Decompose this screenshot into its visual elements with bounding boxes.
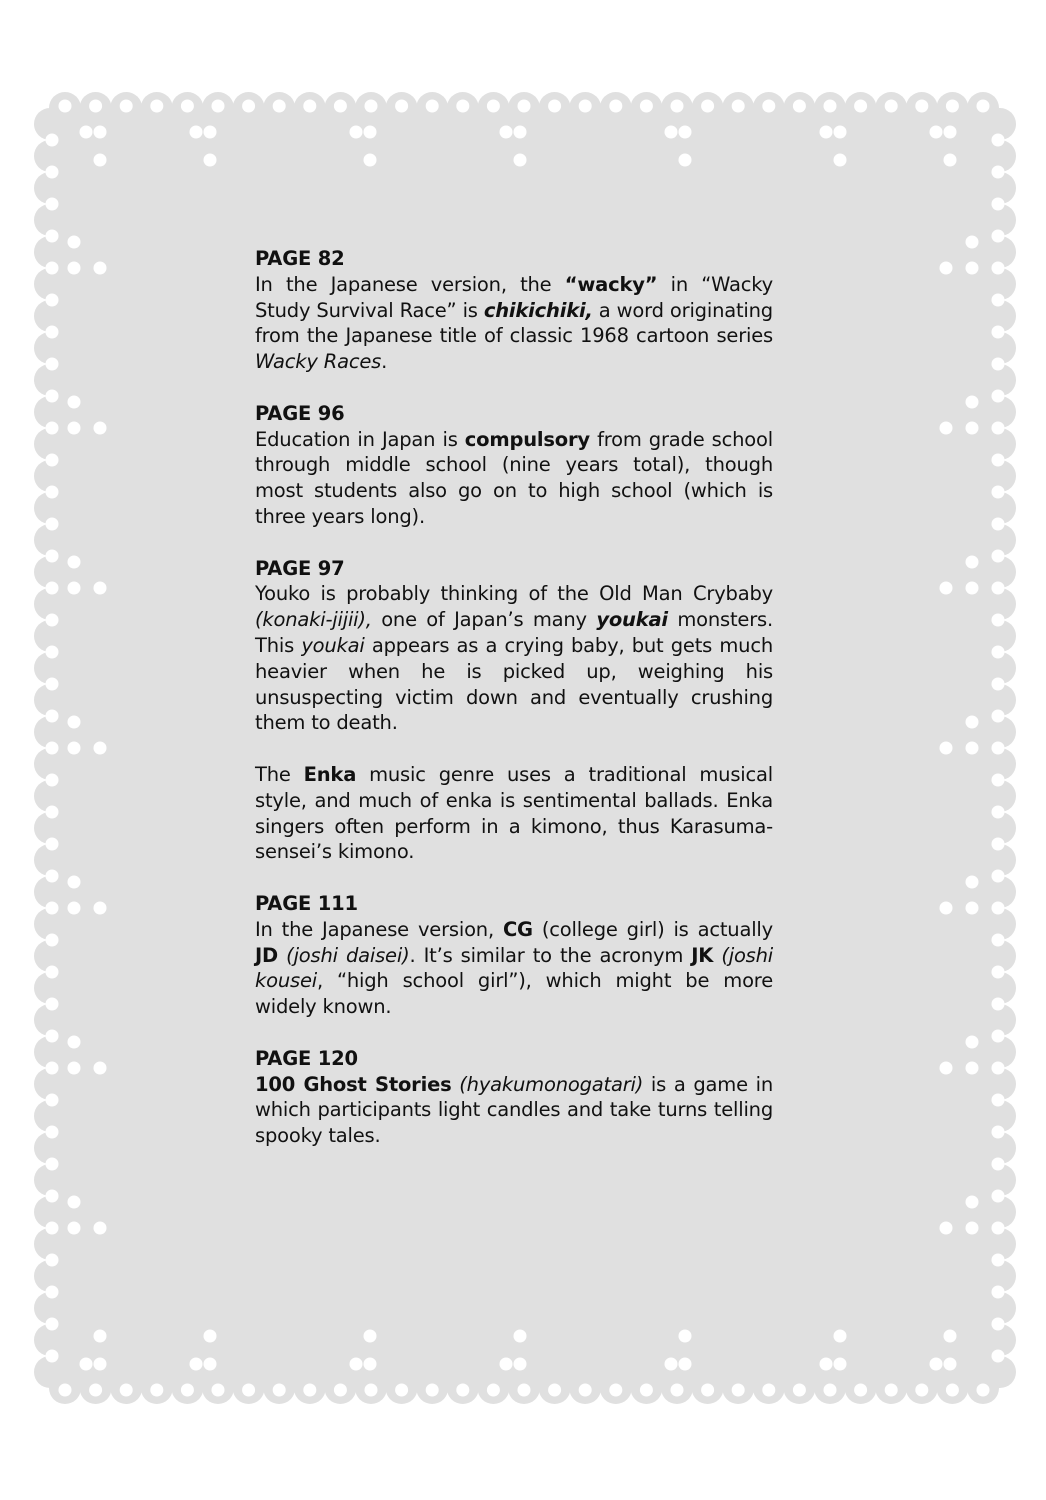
- eyelet-dot: [640, 1384, 653, 1397]
- text-run: . It’s similar to the acronym: [409, 943, 692, 967]
- eyelet-dot: [944, 1358, 957, 1371]
- eyelet-dot: [46, 390, 59, 403]
- eyelet-dot: [579, 1384, 592, 1397]
- eyelet-dot: [94, 126, 107, 139]
- eyelet-dot: [68, 262, 81, 275]
- eyelet-dot: [273, 1384, 286, 1397]
- eyelet-dot: [940, 1222, 953, 1235]
- eyelet-dot: [824, 100, 837, 113]
- eyelet-dot: [46, 1318, 59, 1331]
- eyelet-dot: [190, 1358, 203, 1371]
- eyelet-dot: [46, 294, 59, 307]
- eyelet-dot: [966, 1062, 979, 1075]
- eyelet-dot: [334, 100, 347, 113]
- eyelet-dot: [80, 1358, 93, 1371]
- text-run: Youko is probably thinking of the Old Man Crybaby: [255, 582, 773, 606]
- eyelet-dot: [793, 100, 806, 113]
- eyelet-dot: [854, 100, 867, 113]
- eyelet-dot: [966, 1196, 979, 1209]
- eyelet-dot: [946, 1384, 959, 1397]
- eyelet-dot: [426, 100, 439, 113]
- eyelet-dot: [59, 100, 72, 113]
- eyelet-dot: [940, 422, 953, 435]
- eyelet-dot: [46, 966, 59, 979]
- eyelet-dot: [94, 1222, 107, 1235]
- eyelet-dot: [364, 154, 377, 167]
- text-run: (konaki-jijii),: [255, 608, 372, 632]
- text-run: The: [255, 762, 304, 786]
- eyelet-dot: [679, 1330, 692, 1343]
- eyelet-dot: [977, 1384, 990, 1397]
- eyelet-dot: [46, 806, 59, 819]
- eyelet-dot: [68, 876, 81, 889]
- eyelet-dot: [181, 1384, 194, 1397]
- text-run: one of Japan’s many: [371, 608, 597, 632]
- eyelet-dot: [966, 902, 979, 915]
- eyelet-dot: [992, 550, 1005, 563]
- eyelet-dot: [992, 646, 1005, 659]
- note-page-heading: PAGE 82: [255, 247, 345, 270]
- eyelet-dot: [679, 154, 692, 167]
- eyelet-dot: [242, 1384, 255, 1397]
- eyelet-dot: [46, 934, 59, 947]
- eyelet-dot: [46, 326, 59, 339]
- eyelet-dot: [992, 1318, 1005, 1331]
- eyelet-dot: [212, 100, 225, 113]
- eyelet-dot: [273, 100, 286, 113]
- eyelet-dot: [732, 1384, 745, 1397]
- eyelet-dot: [46, 518, 59, 531]
- eyelet-dot: [46, 134, 59, 147]
- eyelet-dot: [120, 1384, 133, 1397]
- eyelet-dot: [46, 678, 59, 691]
- eyelet-dot: [487, 1384, 500, 1397]
- eyelet-dot: [548, 100, 561, 113]
- eyelet-dot: [94, 1358, 107, 1371]
- eyelet-dot: [944, 154, 957, 167]
- translation-notes: [255, 246, 773, 1175]
- eyelet-dot: [46, 582, 59, 595]
- eyelet-dot: [701, 100, 714, 113]
- eyelet-dot: [915, 1384, 928, 1397]
- eyelet-dot: [150, 1384, 163, 1397]
- eyelet-dot: [46, 1222, 59, 1235]
- eyelet-dot: [930, 1358, 943, 1371]
- eyelet-dot: [992, 390, 1005, 403]
- eyelet-dot: [150, 100, 163, 113]
- eyelet-dot: [834, 1330, 847, 1343]
- note-paragraph: [255, 581, 773, 736]
- eyelet-dot: [94, 262, 107, 275]
- eyelet-dot: [46, 1094, 59, 1107]
- eyelet-dot: [992, 1190, 1005, 1203]
- eyelet-dot: [992, 1254, 1005, 1267]
- eyelet-dot: [820, 126, 833, 139]
- eyelet-dot: [992, 294, 1005, 307]
- note-paragraph: [255, 427, 773, 530]
- note-section: [255, 556, 773, 866]
- eyelet-dot: [992, 1062, 1005, 1075]
- eyelet-dot: [992, 134, 1005, 147]
- eyelet-dot: [966, 876, 979, 889]
- eyelet-dot: [944, 1330, 957, 1343]
- eyelet-dot: [46, 454, 59, 467]
- eyelet-dot: [120, 100, 133, 113]
- text-run: (joshi kousei: [255, 943, 774, 993]
- eyelet-dot: [204, 1358, 217, 1371]
- eyelet-dot: [68, 1036, 81, 1049]
- eyelet-dot: [762, 100, 775, 113]
- eyelet-dot: [46, 1126, 59, 1139]
- eyelet-dot: [992, 198, 1005, 211]
- eyelet-dot: [992, 486, 1005, 499]
- eyelet-dot: [732, 100, 745, 113]
- eyelet-dot: [940, 742, 953, 755]
- eyelet-dot: [350, 1358, 363, 1371]
- eyelet-dot: [992, 454, 1005, 467]
- text-run: Wacky Races: [255, 350, 382, 374]
- eyelet-dot: [966, 716, 979, 729]
- eyelet-dot: [992, 1126, 1005, 1139]
- eyelet-dot: [204, 126, 217, 139]
- eyelet-dot: [46, 646, 59, 659]
- eyelet-dot: [68, 396, 81, 409]
- eyelet-dot: [966, 1036, 979, 1049]
- eyelet-dot: [46, 998, 59, 1011]
- eyelet-dot: [966, 742, 979, 755]
- text-run: a word originating from the Japanese title of classic 1968 cartoon series: [255, 298, 773, 348]
- text-run: Education in Japan is: [255, 427, 465, 451]
- eyelet-dot: [68, 1222, 81, 1235]
- eyelet-dot: [365, 1384, 378, 1397]
- eyelet-dot: [80, 126, 93, 139]
- eyelet-dot: [946, 100, 959, 113]
- eyelet-dot: [334, 1384, 347, 1397]
- eyelet-dot: [834, 1358, 847, 1371]
- eyelet-dot: [671, 100, 684, 113]
- eyelet-dot: [992, 806, 1005, 819]
- eyelet-dot: [46, 1350, 59, 1363]
- note-page-heading: PAGE 120: [255, 1046, 358, 1070]
- eyelet-dot: [518, 1384, 531, 1397]
- eyelet-dot: [68, 422, 81, 435]
- eyelet-dot: [992, 966, 1005, 979]
- text-run: JD: [255, 943, 279, 967]
- eyelet-dot: [992, 422, 1005, 435]
- text-run: , “high school girl”), which might be more widely known.: [255, 969, 773, 1019]
- eyelet-dot: [679, 1358, 692, 1371]
- note-section: [255, 401, 773, 530]
- eyelet-dot: [609, 1384, 622, 1397]
- eyelet-dot: [68, 742, 81, 755]
- note-page-heading: PAGE 96: [255, 401, 345, 425]
- eyelet-dot: [46, 1286, 59, 1299]
- eyelet-dot: [94, 422, 107, 435]
- eyelet-dot: [966, 556, 979, 569]
- eyelet-dot: [68, 236, 81, 249]
- eyelet-dot: [68, 902, 81, 915]
- eyelet-dot: [992, 614, 1005, 627]
- text-run: youkai: [596, 608, 668, 632]
- eyelet-dot: [992, 1030, 1005, 1043]
- eyelet-dot: [992, 902, 1005, 915]
- eyelet-dot: [992, 1286, 1005, 1299]
- eyelet-dot: [395, 1384, 408, 1397]
- eyelet-dot: [762, 1384, 775, 1397]
- eyelet-dot: [854, 1384, 867, 1397]
- eyelet-dot: [701, 1384, 714, 1397]
- eyelet-dot: [46, 1190, 59, 1203]
- eyelet-dot: [46, 1158, 59, 1171]
- eyelet-dot: [204, 1330, 217, 1343]
- text-run: chikichiki,: [483, 298, 593, 322]
- text-run: (hyakumonogatari): [459, 1072, 644, 1096]
- eyelet-dot: [992, 230, 1005, 243]
- eyelet-dot: [940, 262, 953, 275]
- eyelet-dot: [68, 1062, 81, 1075]
- eyelet-dot: [46, 774, 59, 787]
- eyelet-dot: [514, 126, 527, 139]
- note-section: [255, 246, 773, 375]
- eyelet-dot: [915, 100, 928, 113]
- eyelet-dot: [59, 1384, 72, 1397]
- note-paragraph: [255, 272, 773, 375]
- eyelet-dot: [68, 556, 81, 569]
- eyelet-dot: [364, 1330, 377, 1343]
- eyelet-dot: [94, 1330, 107, 1343]
- text-run: [278, 944, 286, 967]
- text-run: is a game in which participants light candles and take turns telling spooky tales.: [255, 1072, 773, 1148]
- eyelet-dot: [46, 550, 59, 563]
- eyelet-dot: [820, 1358, 833, 1371]
- text-run: in “Wacky Study Survival Race” is: [255, 272, 773, 322]
- eyelet-dot: [966, 582, 979, 595]
- text-run: In the Japanese version, the: [255, 272, 565, 296]
- eyelet-dot: [992, 358, 1005, 371]
- eyelet-dot: [46, 614, 59, 627]
- eyelet-dot: [518, 100, 531, 113]
- eyelet-dot: [992, 710, 1005, 723]
- note-page-heading: PAGE 111: [255, 891, 358, 915]
- text-run: (college girl) is actually: [532, 917, 773, 941]
- eyelet-dot: [456, 100, 469, 113]
- text-run: CG: [502, 917, 533, 941]
- eyelet-dot: [46, 838, 59, 851]
- eyelet-dot: [824, 1384, 837, 1397]
- eyelet-dot: [46, 742, 59, 755]
- eyelet-dot: [350, 126, 363, 139]
- eyelet-dot: [930, 126, 943, 139]
- eyelet-dot: [885, 1384, 898, 1397]
- eyelet-dot: [977, 100, 990, 113]
- eyelet-dot: [487, 100, 500, 113]
- eyelet-dot: [514, 154, 527, 167]
- eyelet-dot: [992, 998, 1005, 1011]
- eyelet-dot: [395, 100, 408, 113]
- eyelet-dot: [364, 1358, 377, 1371]
- eyelet-dot: [940, 1062, 953, 1075]
- eyelet-dot: [364, 126, 377, 139]
- text-run: 100 Ghost Stories: [255, 1072, 452, 1096]
- text-run: compulsory: [464, 427, 590, 451]
- eyelet-dot: [68, 1196, 81, 1209]
- eyelet-dot: [665, 126, 678, 139]
- note-section: [255, 891, 773, 1020]
- eyelet-dot: [671, 1384, 684, 1397]
- eyelet-dot: [992, 934, 1005, 947]
- eyelet-dot: [46, 198, 59, 211]
- eyelet-dot: [500, 1358, 513, 1371]
- note-page-heading: PAGE 97: [255, 556, 345, 580]
- eyelet-dot: [992, 326, 1005, 339]
- eyelet-dot: [46, 1062, 59, 1075]
- eyelet-dot: [966, 262, 979, 275]
- eyelet-dot: [992, 742, 1005, 755]
- eyelet-dot: [89, 100, 102, 113]
- text-run: Enka: [303, 762, 357, 786]
- eyelet-dot: [94, 902, 107, 915]
- eyelet-dot: [665, 1358, 678, 1371]
- eyelet-dot: [609, 100, 622, 113]
- eyelet-dot: [640, 100, 653, 113]
- text-run: from grade school through middle school (nine years total), though most students also go on to high school (which is three years long).: [255, 427, 773, 528]
- text-run: appears as a crying baby, but gets much heavier when he is picked up, weighing his unsuspecting victim down and eventually crushing them to death.: [255, 633, 773, 735]
- eyelet-dot: [303, 1384, 316, 1397]
- eyelet-dot: [579, 100, 592, 113]
- eyelet-dot: [46, 1254, 59, 1267]
- eyelet-dot: [46, 358, 59, 371]
- eyelet-dot: [992, 1350, 1005, 1363]
- eyelet-dot: [992, 1158, 1005, 1171]
- text-run: JK: [691, 943, 714, 967]
- eyelet-dot: [204, 154, 217, 167]
- eyelet-dot: [992, 582, 1005, 595]
- text-run: In the Japanese version,: [255, 917, 503, 941]
- eyelet-dot: [46, 1030, 59, 1043]
- eyelet-dot: [514, 1330, 527, 1343]
- note-paragraph: [255, 762, 773, 865]
- note-section: [255, 1046, 773, 1149]
- text-run: youkai: [301, 633, 365, 657]
- eyelet-dot: [966, 1222, 979, 1235]
- eyelet-dot: [992, 838, 1005, 851]
- eyelet-dot: [365, 100, 378, 113]
- eyelet-dot: [992, 1094, 1005, 1107]
- eyelet-dot: [94, 154, 107, 167]
- eyelet-dot: [885, 100, 898, 113]
- eyelet-dot: [68, 716, 81, 729]
- eyelet-dot: [992, 1222, 1005, 1235]
- eyelet-dot: [94, 742, 107, 755]
- eyelet-dot: [68, 582, 81, 595]
- eyelet-dot: [94, 1062, 107, 1075]
- text-run: music genre uses a traditional musical style, and much of enka is sentimental ballads. Enka singers often perform in a kimono, thus Karasuma-sensei’s kimono.: [255, 762, 773, 864]
- eyelet-dot: [992, 870, 1005, 883]
- note-paragraph: [255, 917, 773, 1020]
- eyelet-dot: [944, 126, 957, 139]
- eyelet-dot: [548, 1384, 561, 1397]
- eyelet-dot: [46, 710, 59, 723]
- eyelet-dot: [992, 262, 1005, 275]
- eyelet-dot: [992, 166, 1005, 179]
- eyelet-dot: [426, 1384, 439, 1397]
- eyelet-dot: [940, 582, 953, 595]
- text-run: “wacky”: [564, 272, 658, 296]
- eyelet-dot: [793, 1384, 806, 1397]
- eyelet-dot: [303, 100, 316, 113]
- eyelet-dot: [242, 100, 255, 113]
- eyelet-dot: [456, 1384, 469, 1397]
- eyelet-dot: [46, 230, 59, 243]
- text-run: monsters. This: [255, 608, 773, 657]
- note-paragraph: [255, 1072, 773, 1149]
- eyelet-dot: [992, 518, 1005, 531]
- eyelet-dot: [46, 870, 59, 883]
- eyelet-dot: [966, 236, 979, 249]
- text-run: .: [381, 350, 388, 374]
- eyelet-dot: [992, 678, 1005, 691]
- eyelet-dot: [212, 1384, 225, 1397]
- text-run: (joshi daisei): [286, 943, 410, 967]
- eyelet-dot: [679, 126, 692, 139]
- eyelet-dot: [966, 396, 979, 409]
- eyelet-dot: [834, 154, 847, 167]
- eyelet-dot: [46, 902, 59, 915]
- eyelet-dot: [834, 126, 847, 139]
- eyelet-dot: [94, 582, 107, 595]
- eyelet-dot: [992, 774, 1005, 787]
- eyelet-dot: [514, 1358, 527, 1371]
- eyelet-dot: [940, 902, 953, 915]
- eyelet-dot: [46, 262, 59, 275]
- eyelet-dot: [46, 422, 59, 435]
- eyelet-dot: [181, 100, 194, 113]
- eyelet-dot: [46, 486, 59, 499]
- eyelet-dot: [500, 126, 513, 139]
- eyelet-dot: [190, 126, 203, 139]
- eyelet-dot: [46, 166, 59, 179]
- eyelet-dot: [966, 422, 979, 435]
- eyelet-dot: [89, 1384, 102, 1397]
